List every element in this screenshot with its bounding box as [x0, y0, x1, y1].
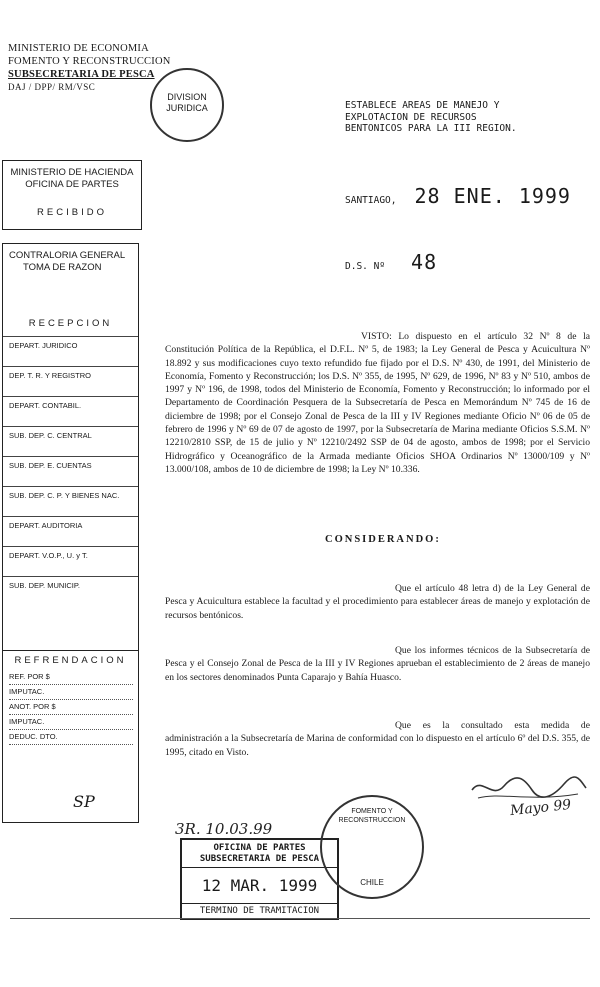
hacienda-line2: OFICINA DE PARTES — [25, 179, 119, 190]
subject-line2: EXPLOTACION DE RECURSOS — [345, 111, 477, 123]
recepcion-heading: RECEPCION — [28, 318, 113, 329]
hacienda-recibido: RECIBIDO — [37, 207, 107, 218]
considerando-2: Que los informes técnicos de la Subsecretaría de Pesca y el Consejo Zonal de Pesca de la III y IV Regiones aprueban el establecimiento de 2 áreas de manejo en los sectores denominados Punta Caparajo y Bahía Huasco. — [165, 645, 590, 683]
contraloria-rows — [3, 336, 138, 606]
handwritten-date: 3R. 10.03.99 — [175, 820, 273, 838]
subject-line1: ESTABLECE AREAS DE MANEJO Y — [345, 100, 500, 111]
handwritten-signature: Mayo 99 — [509, 796, 572, 820]
contraloria-row: DEPART. AUDITORIA — [3, 516, 138, 546]
stamp-round-bottom: CHILE — [360, 878, 384, 887]
contraloria-row: SUB. DEP. MUNICIP. — [3, 576, 138, 606]
hacienda-box — [2, 160, 142, 230]
contraloria-box — [2, 243, 139, 823]
subject-block — [345, 100, 585, 135]
contraloria-row: DEPART. V.O.P., U. y T. — [3, 546, 138, 576]
stamp-oficina-bottom: TERMINO DE TRAMITACION — [182, 903, 337, 918]
contraloria-row: SUB. DEP. C. CENTRAL — [3, 426, 138, 456]
contraloria-row: SUB. DEP. C. P. Y BIENES NAC. — [3, 486, 138, 516]
considerando-3: Que es la consultado esta medida de administración a la Subsecretaría de Marina de conformidad con lo dispuesto en el artículo 6º del D.S. 355, de 1995, citado en Visto. — [165, 720, 590, 758]
visto-paragraph: VISTO: Lo dispuesto en el artículo 32 Nº 8 de la Constitución Política de la República, el D.F.L. Nº 5, de 1983; la Ley General de Pesca y Acuicultura Nº 18.892 y sus modificaciones cuyo texto refundido fue fijado por el D.S. Nº 430, de 1991, del Ministerio de Economía, Fomento y Reconstrucción; los D.S. Nº 355, de 1995, Nº 629, de 1996, Nº 83 y Nº 510, ambos de 1997 y Nº 196, de 1998, todos del Ministerio de Economía, Fomento y Reconstrucción; lo informado por el Departamento de Coordinación Pesquera de la Subsecretaría de Pesca en Memorándum Nº 745 de 16 de diciembre de 1998; por el Consejo Zonal de Pesca de la III y IV Regiones mediante Oficio Nº 06 de 05 de febrero de 1996 y Nº 69 de 07 de agosto de 1997, por la Subsecretaría de Marina mediante Oficios S.S.M. Nº 12210/2810 SSP, de 15 de julio y Nº 12210/2492 SSP de 04 de agosto, ambos de 1998; por el Servicio Hidrográfico y Oceanográfico de la Armada mediante Oficios SHOA Ordinarios Nº 13000/109 y Nº 13.000/108, ambos de 10 de diciembre de 1998; la Ley Nº 10.336. — [165, 331, 590, 475]
ministry-sub: FOMENTO Y RECONSTRUCCION — [8, 56, 171, 67]
considerando-1: Que el artículo 48 letra d) de la Ley General de Pesca y Acuicultura establece la facultad y el procedimiento para establecer áreas de manejo y explotación de recursos bentónicos. — [165, 583, 590, 621]
ministry-round-stamp — [320, 795, 424, 899]
ds-value: 48 — [411, 250, 438, 274]
stamp-division-line1: DIVISION — [167, 92, 207, 102]
decree-number — [345, 250, 545, 274]
issue-date: 28 ENE. 1999 — [414, 184, 571, 208]
stamp-oficina-date: 12 MAR. 1999 — [201, 876, 318, 895]
refrendacion-heading: REFRENDACION — [3, 650, 138, 666]
subject-line3: BENTONICOS PARA LA III REGION. — [345, 123, 517, 134]
contraloria-line1: CONTRALORIA GENERAL — [9, 250, 126, 261]
place-date — [345, 184, 585, 208]
contraloria-row: DEP. T. R. Y REGISTRO — [3, 366, 138, 396]
oficina-partes-stamp — [180, 838, 339, 920]
contraloria-row: DEPART. CONTABIL. — [3, 396, 138, 426]
refrendacion-row: ANOT. POR $ — [9, 702, 133, 715]
contraloria-row: SUB. DEP. E. CUENTAS — [3, 456, 138, 486]
refrendacion-row: IMPUTAC. — [9, 687, 133, 700]
stamp-division-line2: JURIDICA — [166, 103, 208, 113]
contraloria-initials: SP — [73, 792, 95, 811]
refrendacion-rows — [9, 672, 133, 747]
refrendacion-row: IMPUTAC. — [9, 717, 133, 730]
reference-code: DAJ / DPP/ RM/VSC — [8, 82, 96, 92]
ministry-name: MINISTERIO DE ECONOMIA — [8, 43, 149, 54]
stamp-round-text: FOMENTO Y RECONSTRUCCION — [338, 808, 406, 824]
refrendacion-row: REF. POR $ — [9, 672, 133, 685]
contraloria-row: DEPART. JURIDICO — [3, 336, 138, 366]
bottom-rule — [10, 918, 590, 919]
hacienda-line1: MINISTERIO DE HACIENDA — [10, 167, 134, 178]
division-juridica-stamp — [150, 68, 224, 142]
refrendacion-row: DEDUC. DTO. — [9, 732, 133, 745]
considerando-heading: CONSIDERANDO: — [325, 534, 441, 545]
stamp-oficina-line2: SUBSECRETARIA DE PESCA — [182, 854, 337, 868]
place-label: SANTIAGO, — [345, 195, 397, 206]
ds-label: D.S. Nº — [345, 261, 386, 272]
signature-scribble — [470, 772, 588, 804]
subsecretaria-name: SUBSECRETARIA DE PESCA — [8, 69, 155, 80]
stamp-oficina-line1: OFICINA DE PARTES — [213, 843, 306, 853]
contraloria-line2: TOMA DE RAZON — [23, 262, 102, 273]
